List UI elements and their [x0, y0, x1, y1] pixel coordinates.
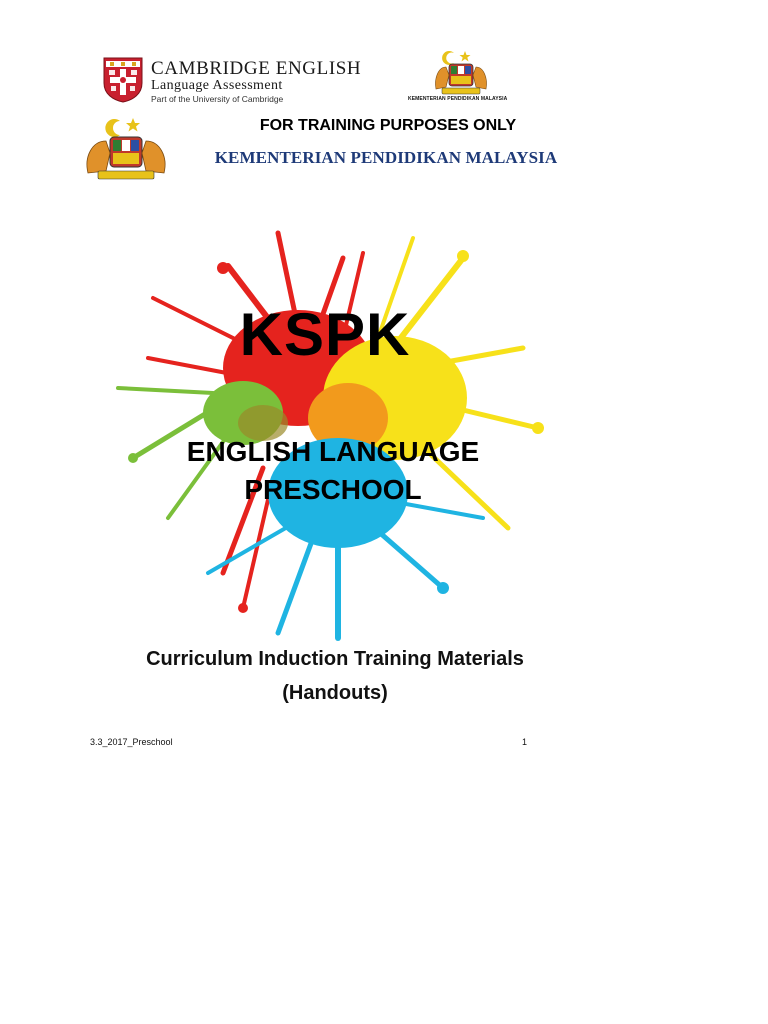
- malaysia-coat-of-arms-icon: [430, 45, 492, 97]
- cambridge-logo-subtitle: Language Assessment: [151, 78, 283, 93]
- cambridge-english-logo: [103, 57, 378, 105]
- cover-subject-line1: ENGLISH LANGUAGE: [186, 436, 480, 467]
- materials-heading: [60, 642, 610, 710]
- cover-title: KSPK: [239, 301, 411, 368]
- cover-subject-line2: PRESCHOOL: [244, 474, 422, 505]
- cambridge-shield-icon: [103, 57, 143, 103]
- cover-subject: [133, 433, 533, 509]
- materials-line1: Curriculum Induction Training Materials: [146, 648, 524, 670]
- cambridge-logo-tagline: Part of the University of Cambridge: [151, 94, 284, 104]
- materials-line2: (Handouts): [282, 682, 388, 704]
- footer-document-code: 3.3_2017_Preschool: [90, 737, 173, 747]
- ministry-title: KEMENTERIAN PENDIDIKAN MALAYSIA: [214, 148, 558, 167]
- cambridge-logo-name: CAMBRIDGE ENGLISH: [151, 58, 362, 79]
- ministry-crest-top: [400, 45, 528, 105]
- ministry-crest-caption: KEMENTERIAN PENDIDIKAN MALAYSIA: [408, 96, 508, 102]
- malaysia-coat-of-arms-icon: [80, 113, 172, 183]
- footer-page-number: 1: [522, 737, 528, 747]
- training-notice: FOR TRAINING PURPOSES ONLY: [259, 117, 517, 134]
- ministry-crest-left: [80, 113, 172, 183]
